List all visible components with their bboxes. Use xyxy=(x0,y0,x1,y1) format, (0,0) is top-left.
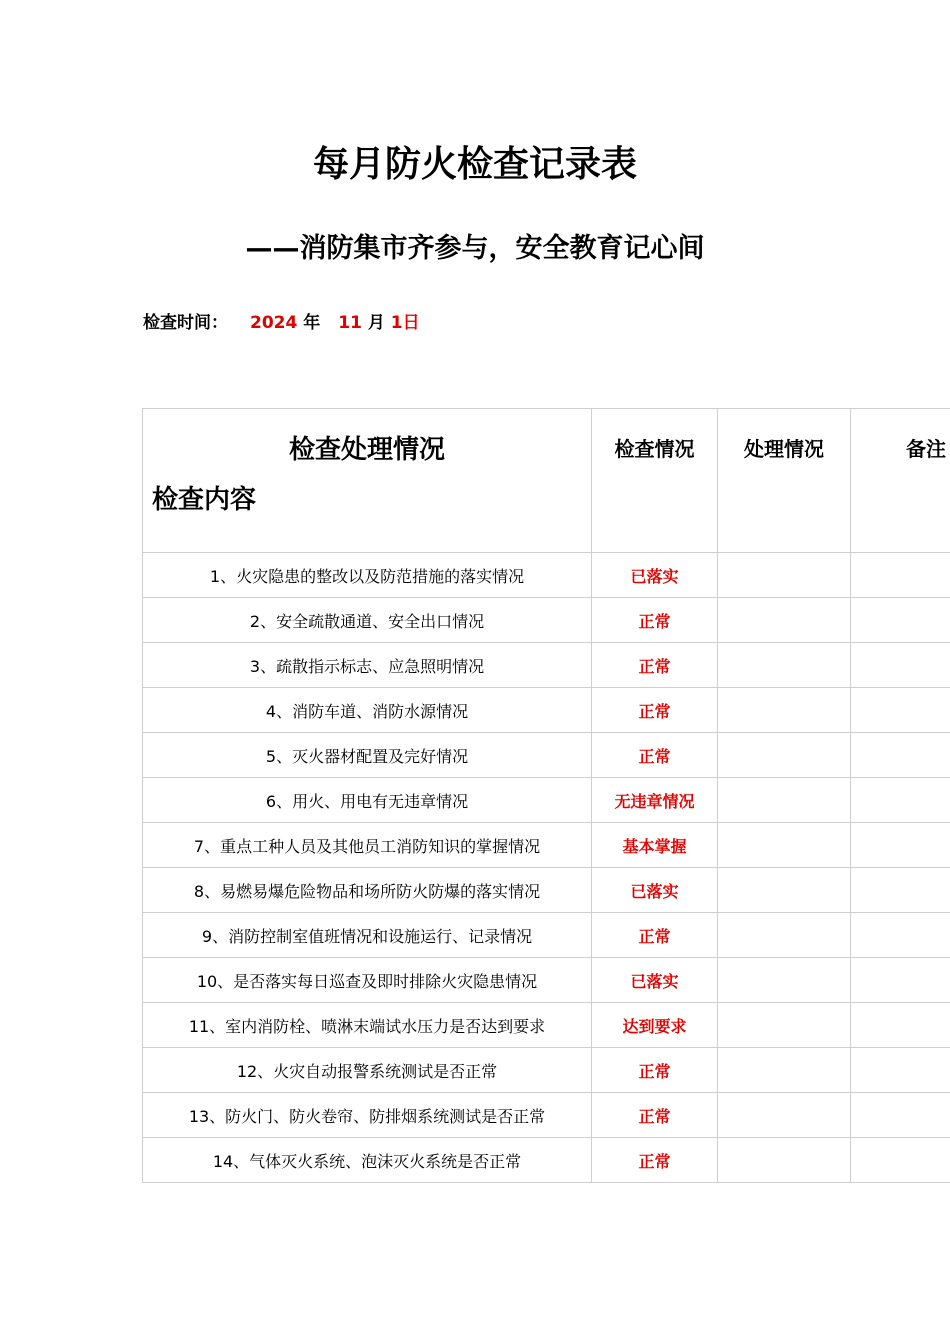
date-label: 检查时间： xyxy=(143,313,228,333)
remark-cell[interactable] xyxy=(851,688,950,733)
check-content-cell: 1、火灾隐患的整改以及防范措施的落实情况 xyxy=(143,553,592,598)
date-month: 11 xyxy=(338,313,362,333)
check-content-cell: 4、消防车道、消防水源情况 xyxy=(143,688,592,733)
check-status-cell: 已落实 xyxy=(592,553,718,598)
table-row xyxy=(143,553,950,598)
handle-status-cell[interactable] xyxy=(718,1138,851,1183)
remark-cell[interactable] xyxy=(851,598,950,643)
handle-status-cell[interactable] xyxy=(718,1048,851,1093)
header-remark: 备注 xyxy=(851,409,950,553)
check-status-cell: 正常 xyxy=(592,1138,718,1183)
check-status-cell: 正常 xyxy=(592,733,718,778)
handle-status-cell[interactable] xyxy=(718,598,851,643)
handle-status-cell[interactable] xyxy=(718,823,851,868)
table-row xyxy=(143,643,950,688)
check-content-cell: 13、防火门、防火卷帘、防排烟系统测试是否正常 xyxy=(143,1093,592,1138)
table-row xyxy=(143,598,950,643)
remark-cell[interactable] xyxy=(851,823,950,868)
remark-cell[interactable] xyxy=(851,958,950,1003)
diagonal-header-cell xyxy=(143,409,592,553)
date-day-unit: 日 xyxy=(402,313,420,333)
table-row xyxy=(143,958,950,1003)
header-check-handle: 检查处理情况 xyxy=(288,435,445,465)
handle-status-cell[interactable] xyxy=(718,1003,851,1048)
check-status-cell: 达到要求 xyxy=(592,1003,718,1048)
check-content-cell: 5、灭火器材配置及完好情况 xyxy=(143,733,592,778)
date-month-unit: 月 xyxy=(367,313,385,333)
date-year: 2024 xyxy=(250,313,298,333)
table-row xyxy=(143,733,950,778)
remark-cell[interactable] xyxy=(851,913,950,958)
remark-cell[interactable] xyxy=(851,1093,950,1138)
table-body xyxy=(143,553,950,1183)
handle-status-cell[interactable] xyxy=(718,688,851,733)
table-row xyxy=(143,688,950,733)
check-content-cell: 8、易燃易爆危险物品和场所防火防爆的落实情况 xyxy=(143,868,592,913)
header-check-content: 检查内容 xyxy=(152,485,257,515)
inspection-date xyxy=(143,310,420,336)
table-row xyxy=(143,823,950,868)
table-row xyxy=(143,778,950,823)
check-status-cell: 无违章情况 xyxy=(592,778,718,823)
page-subtitle: ——消防集市齐参与，安全教育记心间 xyxy=(245,233,705,264)
table-row xyxy=(143,913,950,958)
handle-status-cell[interactable] xyxy=(718,643,851,688)
handle-status-cell[interactable] xyxy=(718,868,851,913)
date-year-unit: 年 xyxy=(303,313,321,333)
check-content-cell: 10、是否落实每日巡查及即时排除火灾隐患情况 xyxy=(143,958,592,1003)
check-status-cell: 基本掌握 xyxy=(592,823,718,868)
table-row xyxy=(143,868,950,913)
table-row xyxy=(143,1138,950,1183)
handle-status-cell[interactable] xyxy=(718,778,851,823)
remark-cell[interactable] xyxy=(851,1048,950,1093)
date-day: 1 xyxy=(390,313,403,333)
table-row xyxy=(143,1048,950,1093)
inspection-table xyxy=(142,408,950,1183)
remark-cell[interactable] xyxy=(851,1138,950,1183)
handle-status-cell[interactable] xyxy=(718,1093,851,1138)
table-row xyxy=(143,1003,950,1048)
table-header-row xyxy=(143,409,950,553)
check-status-cell: 已落实 xyxy=(592,868,718,913)
remark-cell[interactable] xyxy=(851,553,950,598)
check-content-cell: 7、重点工种人员及其他员工消防知识的掌握情况 xyxy=(143,823,592,868)
check-status-cell: 已落实 xyxy=(592,958,718,1003)
check-status-cell: 正常 xyxy=(592,1093,718,1138)
handle-status-cell[interactable] xyxy=(718,553,851,598)
remark-cell[interactable] xyxy=(851,778,950,823)
check-content-cell: 9、消防控制室值班情况和设施运行、记录情况 xyxy=(143,913,592,958)
table-row xyxy=(143,1093,950,1138)
check-status-cell: 正常 xyxy=(592,688,718,733)
remark-cell[interactable] xyxy=(851,733,950,778)
check-content-cell: 11、室内消防栓、喷淋末端试水压力是否达到要求 xyxy=(143,1003,592,1048)
check-content-cell: 6、用火、用电有无违章情况 xyxy=(143,778,592,823)
remark-cell[interactable] xyxy=(851,1003,950,1048)
check-status-cell: 正常 xyxy=(592,643,718,688)
check-status-cell: 正常 xyxy=(592,1048,718,1093)
check-content-cell: 12、火灾自动报警系统测试是否正常 xyxy=(143,1048,592,1093)
handle-status-cell[interactable] xyxy=(718,958,851,1003)
check-status-cell: 正常 xyxy=(592,913,718,958)
check-content-cell: 3、疏散指示标志、应急照明情况 xyxy=(143,643,592,688)
header-handle-status: 处理情况 xyxy=(718,409,851,553)
page-title: 每月防火检查记录表 xyxy=(312,144,637,185)
handle-status-cell[interactable] xyxy=(718,913,851,958)
header-check-status: 检查情况 xyxy=(592,409,718,553)
check-content-cell: 14、气体灭火系统、泡沫灭火系统是否正常 xyxy=(143,1138,592,1183)
check-content-cell: 2、安全疏散通道、安全出口情况 xyxy=(143,598,592,643)
check-status-cell: 正常 xyxy=(592,598,718,643)
remark-cell[interactable] xyxy=(851,643,950,688)
handle-status-cell[interactable] xyxy=(718,733,851,778)
remark-cell[interactable] xyxy=(851,868,950,913)
